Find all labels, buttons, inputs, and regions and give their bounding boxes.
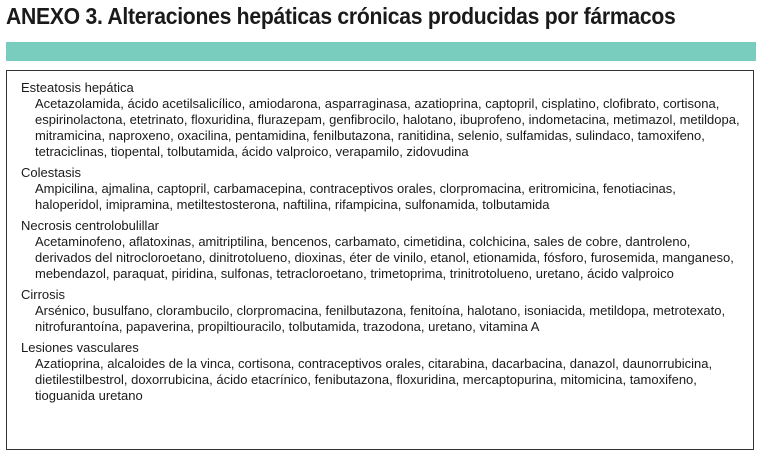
section-title: Colestasis (21, 165, 81, 180)
section-drug-list: Acetazolamida, ácido acetilsalicílico, amiodarona, asparraginasa, azatioprina, captopril, cisplatino, clofibrato, cortisona, espirinolactona, etetrinato, floxuridina, flurazepam, genfibrocilo, halotano, ibuprofeno, indometacina, metimazol, metildopa, mitramicina, naproxeno, oxacilina, pentamidina, fenilbutazona, ranitidina, selenio, sulfamidas, sulindaco, tamoxifeno, tetraciclinas, tiopental, tolbutamida, ácido valproico, verapamilo, zidovudina (35, 96, 740, 159)
section-lesiones-vasculares (21, 340, 753, 404)
accent-bar (6, 42, 756, 61)
section-drug-list: Azatioprina, alcaloides de la vinca, cortisona, contraceptivos orales, citarabina, dacarbacina, danazol, daunorrubicina, dietilestilbestrol, doxorrubicina, ácido etacrínico, fenibutazona, floxuridina, mercaptopurina, mitomicina, tamoxifeno, tioguanida uretano (35, 356, 713, 403)
section-title: Necrosis centrolobulillar (21, 218, 159, 233)
section-colestasis (21, 165, 753, 213)
section-title: Esteatosis hepática (21, 80, 134, 95)
section-drug-list: Ampicilina, ajmalina, captopril, carbamacepina, contraceptivos orales, clorpromacina, eritromicina, fenotiacinas, haloperidol, imipramina, metiltestosterona, naftilina, rifampicina, sulfonamida, tolbutamida (35, 181, 676, 212)
section-cirrosis (21, 287, 753, 335)
content-box (6, 70, 754, 450)
page-title: ANEXO 3. Alteraciones hepáticas crónicas producidas por fármacos (6, 3, 676, 29)
section-drug-list: Acetaminofeno, aflatoxinas, amitriptilina, bencenos, carbamato, cimetidina, colchicina, sales de cobre, dantroleno, derivados del nitrocloroetano, dinitrotolueno, dioxinas, éter de vinilo, etanol, etionamida, fósforo, furosemida, manganeso, mebendazol, paraquat, piridina, sulfonas, tetracloroetano, trimetoprima, trinitrotolueno, uretano, ácido valproico (35, 234, 734, 281)
section-necrosis (21, 218, 753, 282)
section-title: Lesiones vasculares (21, 340, 139, 355)
section-esteatosis (21, 80, 753, 160)
section-drug-list: Arsénico, busulfano, clorambucilo, clorpromacina, fenilbutazona, fenitoína, halotano, isoniacida, metildopa, metrotexato, nitrofurantoína, papaverina, propiltiouracilo, tolbutamida, trazodona, uretano, vitamina A (35, 303, 726, 334)
section-title: Cirrosis (21, 287, 66, 302)
